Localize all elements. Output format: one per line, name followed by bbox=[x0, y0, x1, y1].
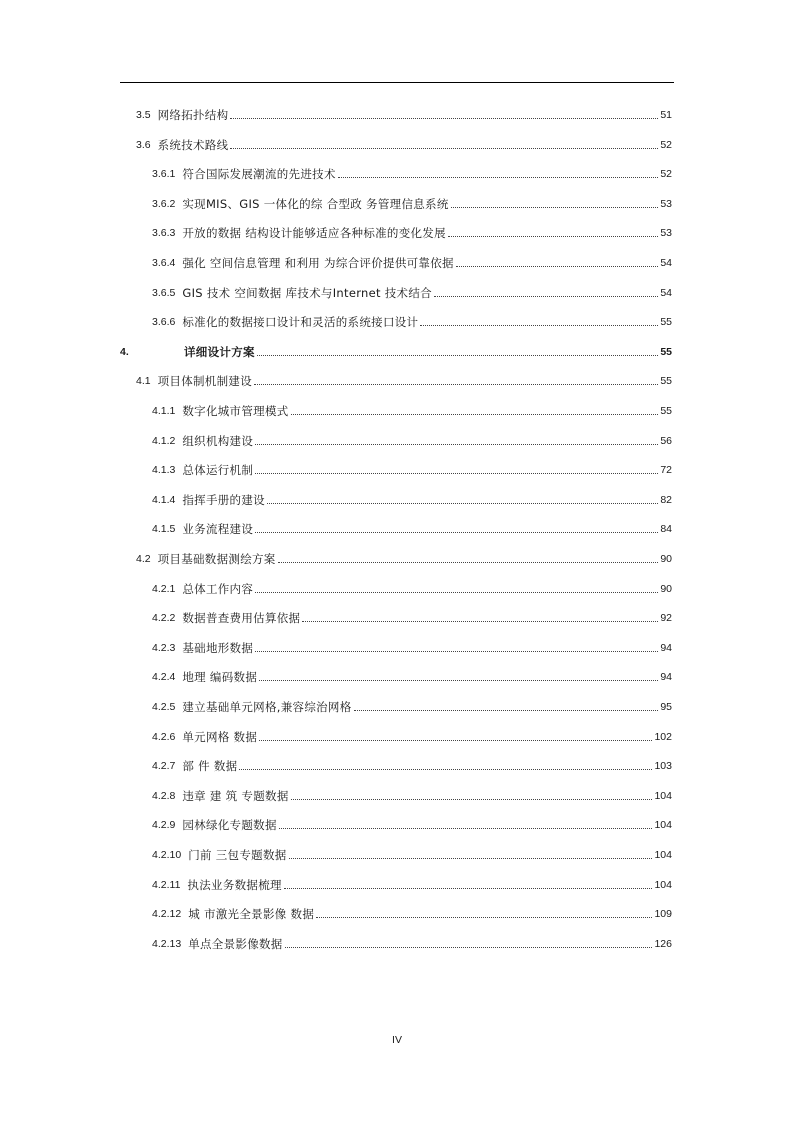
toc-entry[interactable] bbox=[152, 607, 672, 625]
toc-entry-page: 54 bbox=[660, 257, 672, 269]
toc-dot-leader bbox=[278, 562, 659, 563]
toc-entry[interactable] bbox=[152, 578, 672, 596]
toc-entry-page: 90 bbox=[660, 553, 672, 565]
toc-entry-page: 54 bbox=[660, 286, 672, 299]
toc-entry[interactable] bbox=[152, 637, 672, 655]
toc-entry-page: 56 bbox=[660, 434, 672, 447]
toc-entry[interactable] bbox=[152, 518, 672, 536]
toc-entry-number: 4.2.4 bbox=[152, 671, 176, 684]
toc-entry-page: 94 bbox=[660, 641, 672, 654]
toc-entry-page: 104 bbox=[654, 819, 672, 832]
toc-entry[interactable] bbox=[152, 163, 672, 181]
toc-entry-number: 3.6.4 bbox=[152, 257, 176, 269]
toc-entry-title: GIS 技术 空间数据 库技术与Internet 技术结合 bbox=[182, 285, 432, 300]
toc-dot-leader bbox=[451, 207, 659, 208]
toc-entry[interactable] bbox=[152, 785, 672, 803]
toc-entry[interactable] bbox=[120, 341, 672, 359]
toc-entry-title: 项目体制机制建设 bbox=[157, 374, 253, 389]
toc-entry-number: 4.2.7 bbox=[152, 760, 176, 773]
toc-entry-title: 总体工作内容 bbox=[182, 581, 254, 596]
toc-entry-page: 55 bbox=[660, 405, 672, 417]
toc-entry-title: 门前 三包专题数据 bbox=[188, 848, 287, 862]
toc-entry-number: 4.2.13 bbox=[152, 937, 182, 950]
toc-entry-number: 4.2.3 bbox=[152, 641, 176, 654]
header-rule bbox=[120, 82, 674, 83]
toc-dot-leader bbox=[291, 414, 659, 415]
toc-entry[interactable] bbox=[152, 459, 672, 477]
toc-entry-number: 4.2.10 bbox=[152, 849, 182, 861]
toc-entry-number: 4.2.6 bbox=[152, 730, 176, 743]
toc-entry[interactable] bbox=[152, 489, 672, 507]
toc-entry-page: 109 bbox=[654, 908, 672, 921]
toc-entry-page: 104 bbox=[654, 878, 672, 891]
toc-entry-title: 业务流程建设 bbox=[182, 522, 254, 537]
toc-entry[interactable] bbox=[152, 874, 672, 892]
toc-dot-leader bbox=[302, 621, 658, 622]
toc-entry-page: 55 bbox=[660, 345, 672, 358]
toc-entry-title: 总体运行机制 bbox=[182, 463, 254, 478]
toc-entry-number: 4.1.4 bbox=[152, 493, 176, 506]
toc-dot-leader bbox=[230, 118, 658, 119]
toc-entry[interactable] bbox=[152, 282, 672, 300]
toc-entry[interactable] bbox=[136, 104, 672, 122]
toc-dot-leader bbox=[254, 384, 658, 385]
toc-entry-page: 55 bbox=[660, 375, 672, 388]
toc-dot-leader bbox=[338, 177, 659, 178]
toc-entry-page: 55 bbox=[660, 316, 672, 329]
toc-dot-leader bbox=[420, 325, 658, 326]
toc-entry-number: 4.2.11 bbox=[152, 878, 181, 891]
toc-entry[interactable] bbox=[136, 134, 672, 152]
toc-entry[interactable] bbox=[152, 193, 672, 211]
toc-entry[interactable] bbox=[152, 755, 672, 773]
toc-entry-number: 3.5 bbox=[136, 109, 151, 121]
toc-entry[interactable] bbox=[152, 903, 672, 921]
toc-entry-number: 4. bbox=[120, 345, 129, 358]
toc-entry[interactable] bbox=[152, 844, 672, 862]
toc-dot-leader bbox=[289, 858, 653, 859]
toc-entry[interactable] bbox=[152, 222, 672, 240]
toc-entry[interactable] bbox=[152, 311, 672, 329]
toc-entry-page: 94 bbox=[660, 671, 672, 684]
toc-entry-page: 53 bbox=[660, 197, 672, 210]
toc-dot-leader bbox=[239, 769, 652, 770]
toc-entry-page: 53 bbox=[660, 227, 672, 240]
toc-entry-title: 指挥手册的建设 bbox=[182, 492, 265, 507]
toc-entry-page: 52 bbox=[660, 168, 672, 181]
toc-entry-title: 数据普查费用估算依据 bbox=[182, 611, 301, 626]
toc-entry-page: 126 bbox=[654, 937, 672, 950]
toc-dot-leader bbox=[259, 740, 652, 741]
toc-entry-title: 执法业务数据梳理 bbox=[187, 877, 282, 892]
toc-entry-title: 园林绿化专题数据 bbox=[182, 818, 277, 833]
toc-entry-number: 3.6 bbox=[136, 138, 151, 151]
toc-entry-number: 4.1 bbox=[136, 375, 151, 388]
toc-entry-title: 基础地形数据 bbox=[182, 640, 254, 655]
toc-entry-title: 符合国际发展潮流的先进技术 bbox=[182, 167, 336, 182]
toc-entry[interactable] bbox=[152, 430, 672, 448]
toc-entry-title: 开放的数据 结构设计能够适应各种标准的变化发展 bbox=[182, 226, 446, 241]
toc-entry[interactable] bbox=[152, 252, 672, 270]
toc-dot-leader bbox=[284, 888, 653, 889]
toc-entry-number: 4.1.2 bbox=[152, 434, 176, 447]
toc-entry[interactable] bbox=[152, 696, 672, 714]
toc-entry-number: 4.1.1 bbox=[152, 405, 176, 417]
toc-dot-leader bbox=[285, 947, 653, 948]
toc-dot-leader bbox=[255, 473, 658, 474]
toc-dot-leader bbox=[291, 799, 653, 800]
toc-entry-title: 详细设计方案 bbox=[184, 344, 255, 359]
toc-entry-number: 4.1.3 bbox=[152, 464, 176, 477]
toc-entry[interactable] bbox=[152, 400, 672, 418]
toc-dot-leader bbox=[434, 296, 658, 297]
toc-dot-leader bbox=[259, 680, 658, 681]
toc-entry-page: 103 bbox=[654, 760, 672, 773]
toc-dot-leader bbox=[255, 532, 658, 533]
toc-entry-title: 项目基础数据测绘方案 bbox=[157, 552, 276, 566]
toc-entry-title: 单元网格 数据 bbox=[182, 729, 258, 744]
toc-entry-page: 72 bbox=[660, 464, 672, 477]
toc-entry-page: 90 bbox=[660, 582, 672, 595]
page-footer-number: IV bbox=[392, 1034, 402, 1046]
toc-dot-leader bbox=[267, 503, 658, 504]
toc-entry-number: 3.6.6 bbox=[152, 316, 176, 329]
toc-entry-number: 4.2.5 bbox=[152, 701, 176, 713]
toc-entry-page: 102 bbox=[654, 730, 672, 743]
toc-dot-leader bbox=[255, 651, 658, 652]
toc-entry-page: 95 bbox=[660, 701, 672, 713]
toc-dot-leader bbox=[257, 355, 659, 356]
toc-entry-number: 3.6.1 bbox=[152, 168, 176, 181]
toc-entry-number: 4.2.1 bbox=[152, 582, 176, 595]
toc-entry-page: 84 bbox=[660, 523, 672, 536]
toc-entry-number: 4.2.9 bbox=[152, 819, 176, 832]
toc-entry[interactable] bbox=[152, 666, 672, 684]
toc-dot-leader bbox=[448, 236, 658, 237]
toc-entry[interactable] bbox=[136, 548, 672, 566]
toc-entry-page: 104 bbox=[654, 789, 672, 802]
toc-entry-number: 4.2.12 bbox=[152, 908, 182, 921]
toc-entry-page: 51 bbox=[660, 109, 672, 121]
toc-entry-page: 104 bbox=[654, 849, 672, 861]
toc-entry-number: 3.6.5 bbox=[152, 286, 176, 299]
toc-entry-title: 标准化的数据接口设计和灵活的系统接口设计 bbox=[182, 315, 419, 330]
toc-entry-number: 3.6.3 bbox=[152, 227, 176, 240]
toc-dot-leader bbox=[279, 828, 653, 829]
toc-entry-page: 82 bbox=[660, 493, 672, 506]
toc-entry[interactable] bbox=[152, 814, 672, 832]
toc-entry[interactable] bbox=[152, 726, 672, 744]
toc-entry-title: 实现MIS、GIS 一体化的综 合型政 务管理信息系统 bbox=[182, 196, 449, 211]
toc-entry-number: 3.6.2 bbox=[152, 197, 176, 210]
toc-entry-title: 建立基础单元网格,兼容综治网格 bbox=[182, 700, 352, 714]
toc-entry-title: 强化 空间信息管理 和利用 为综合评价提供可靠依据 bbox=[182, 256, 454, 270]
toc-dot-leader bbox=[354, 710, 659, 711]
toc-entry-number: 4.2.8 bbox=[152, 789, 176, 802]
toc-entry-number: 4.2 bbox=[136, 553, 151, 565]
toc-entry-number: 4.2.2 bbox=[152, 612, 176, 625]
toc-entry-page: 52 bbox=[660, 138, 672, 151]
toc-entry-title: 组织机构建设 bbox=[182, 433, 254, 448]
toc-entry-title: 网络拓扑结构 bbox=[157, 108, 229, 122]
toc-entry-page: 92 bbox=[660, 612, 672, 625]
toc-entry-title: 数字化城市管理模式 bbox=[182, 404, 289, 418]
toc-entry-number: 4.1.5 bbox=[152, 523, 176, 536]
toc-entry-title: 地理 编码数据 bbox=[182, 670, 258, 685]
toc-dot-leader bbox=[230, 148, 658, 149]
toc-entry-title: 城 市激光全景影像 数据 bbox=[188, 907, 315, 922]
toc-dot-leader bbox=[456, 266, 658, 267]
toc-entry-title: 违章 建 筑 专题数据 bbox=[182, 788, 289, 803]
toc-dot-leader bbox=[316, 917, 652, 918]
toc-entry[interactable] bbox=[136, 370, 672, 388]
toc-dot-leader bbox=[255, 592, 658, 593]
toc-dot-leader bbox=[255, 444, 658, 445]
toc-entry[interactable] bbox=[152, 933, 672, 951]
toc-entry-title: 单点全景影像数据 bbox=[188, 936, 283, 951]
toc-entry-title: 部 件 数据 bbox=[182, 759, 238, 774]
toc-entry-title: 系统技术路线 bbox=[157, 137, 229, 152]
